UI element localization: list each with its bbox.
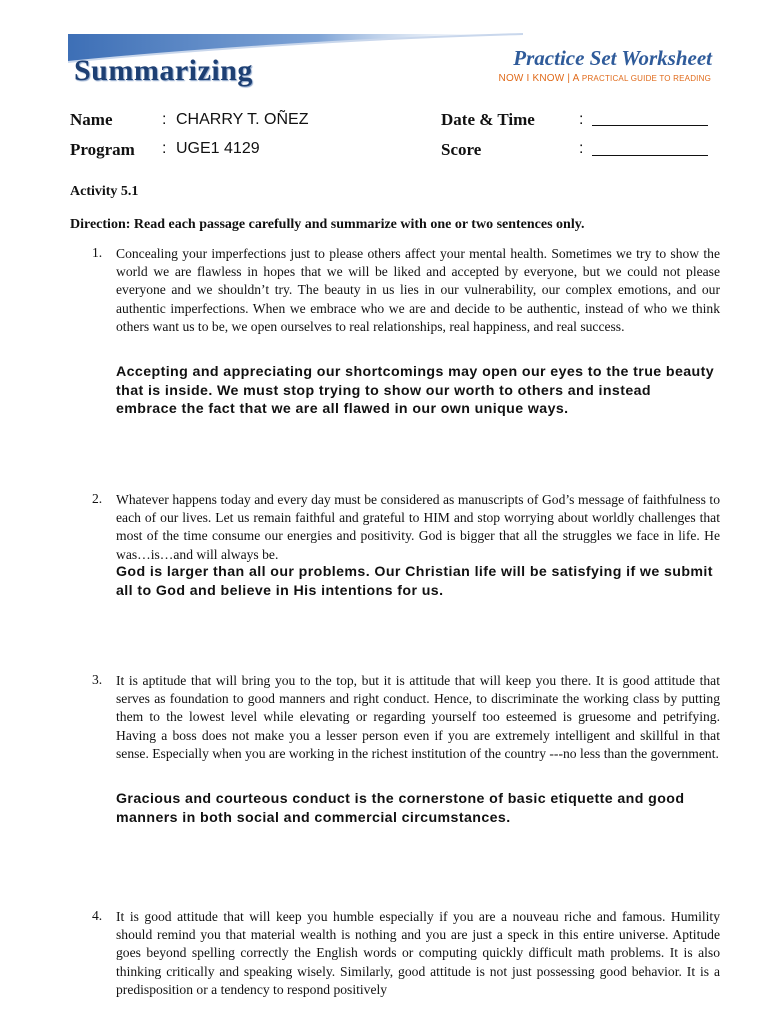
activity-label: Activity 5.1 — [70, 184, 139, 199]
item-2-passage: Whatever happens today and every day must be considered as manuscripts of God’s message of faithfulness to each of our lives. Let us remain faithful and grateful to HIM and stop worrying about worldly challenges that most of the time consume our energies and positivity. God is bigger that all the struggles we face in life. He was…is…and will always be. — [116, 492, 720, 562]
item-1-passage: Concealing your imperfections just to please others affect your mental health. Sometimes we try to show the world we are flawless in hopes that we will be liked and accepted by everyone, but we could not please everyone and we shouldn’t try. The beauty in us lies in our vulnerability, our complex emotions, and our authentic imperfections. When we embrace who we are and decide to be authentic, instead of who we think others want us to be, we open ourselves to real relationships, real happiness, and real success. — [116, 246, 720, 334]
subtitle-guide: PRACTICAL GUIDE TO READING — [581, 74, 711, 83]
program-value: UGE1 4129 — [176, 140, 260, 157]
direction-text: Direction: Read each passage carefully and summarize with one or two sentences only. — [70, 217, 585, 232]
item-3-passage: It is aptitude that will bring you to the top, but it is attitude that will keep you there. It is good attitude that serves as foundation to good manners and right conduct. Hence, to discriminate the working class by putting them to the lowest level while elevating or regarding yourself too esteemed is gruesome and petrifying. Having a boss does not make you a lesser person even if you are extremely intelligent and skillful in that sense. Especially when you are working in the richest institution of the country ---no less than the government. — [116, 673, 720, 761]
item-1-number: 1. — [92, 245, 103, 260]
date-time-colon: : — [579, 111, 584, 128]
program-colon: : — [162, 140, 167, 157]
item-2-number: 2. — [92, 491, 103, 506]
score-label: Score — [441, 140, 482, 159]
item-3-number: 3. — [92, 672, 103, 687]
item-4-passage: It is good attitude that will keep you humble especially if you are a nouveau riche and famous. Humility should remind you that material wealth is nothing and you are just a speck in this entire universe. Aptitude goes beyond spelling correctly the English words or computing quickly difficult math problems. It is also thinking critically and speaking wisely. Similarly, good attitude is not just possessing good behavior. It is a predisposition or a tendency to respond positively — [116, 909, 720, 997]
item-2-answer: God is larger than all our problems. Our Christian life will be satisfying if we submit all to God and believe in His intentions for us. — [116, 564, 713, 599]
worksheet-type-title: Practice Set Worksheet — [513, 46, 712, 70]
name-value: CHARRY T. OÑEZ — [176, 111, 309, 128]
score-blank — [592, 155, 708, 156]
item-1-answer: Accepting and appreciating our shortcomings may open our eyes to the true beauty that is inside. We must stop trying to show our worth to others and instead embrace the fact that we are all flawed in our own unique ways. — [116, 364, 715, 417]
date-time-label: Date & Time — [441, 110, 535, 129]
worksheet-heading: Summarizing — [74, 54, 253, 87]
item-4-number: 4. — [92, 908, 103, 923]
item-3-answer: Gracious and courteous conduct is the cornerstone of basic etiquette and good manners in both social and commercial circumstances. — [116, 791, 685, 826]
subtitle-prefix: NOW I KNOW | A — [498, 73, 582, 84]
name-colon: : — [162, 111, 167, 128]
name-label: Name — [70, 110, 113, 129]
date-time-blank — [592, 125, 708, 126]
score-colon: : — [579, 140, 584, 157]
program-label: Program — [70, 140, 135, 159]
worksheet-subtitle — [499, 73, 711, 84]
